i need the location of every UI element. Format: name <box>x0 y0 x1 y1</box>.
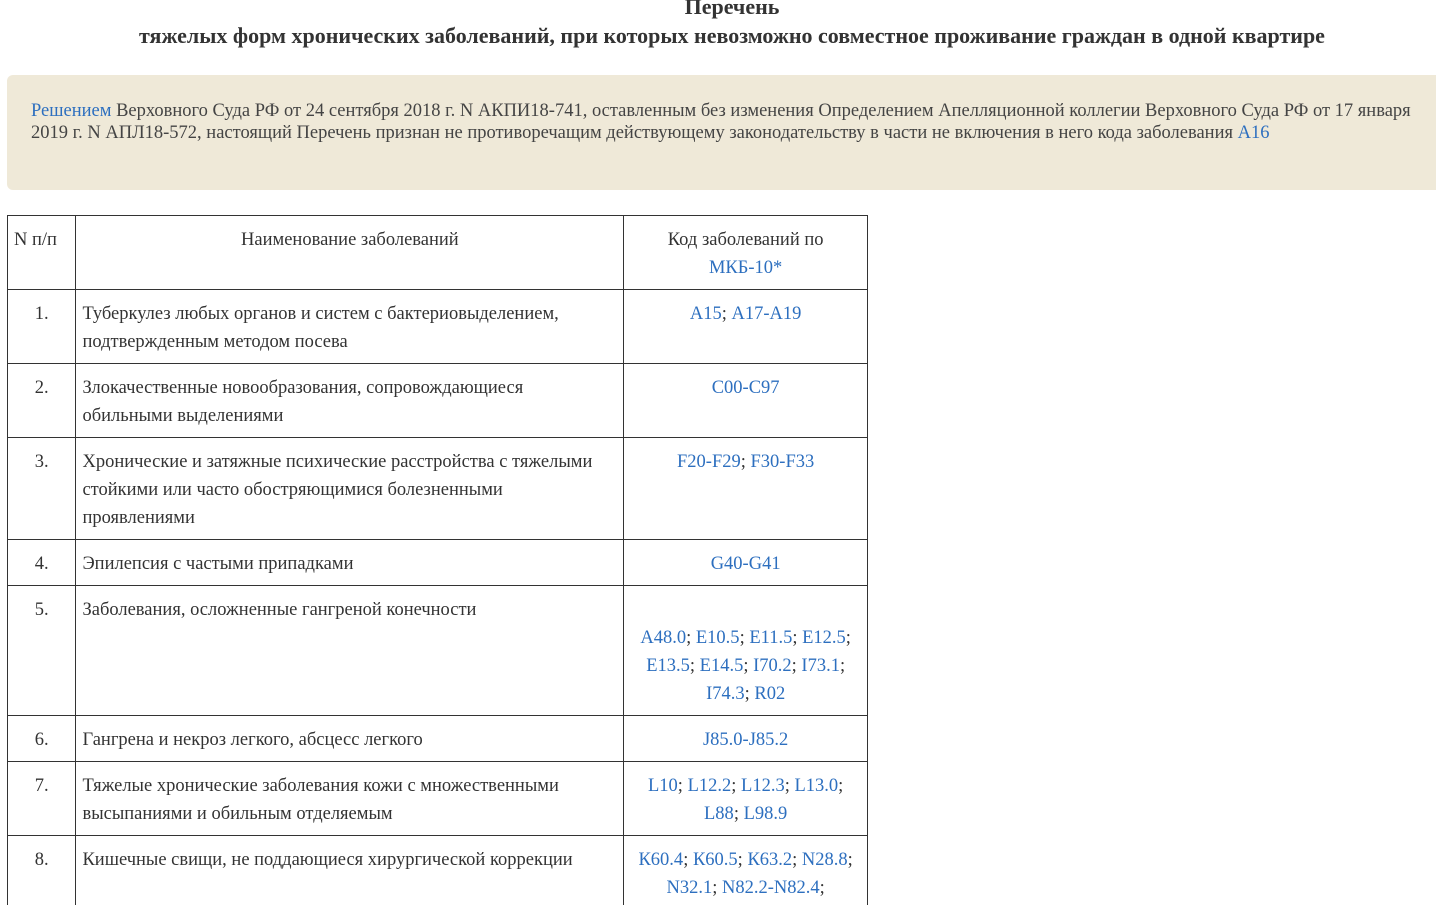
row-number: 4. <box>8 540 76 586</box>
row-number: 1. <box>8 290 76 364</box>
table-row <box>8 438 868 540</box>
icd-code-link[interactable]: L12.2 <box>687 776 732 796</box>
icd-code-link[interactable]: К60.5 <box>692 850 738 870</box>
table-row <box>8 364 868 438</box>
disease-name: Злокачественные новообразования, сопровождающиеся обильными выделениями <box>76 364 624 438</box>
page-title <box>0 0 1436 50</box>
disease-name: Хронические и затяжные психические расстройства с тяжелыми стойкими или часто обостряющимися болезненными проявлениями <box>76 438 624 540</box>
page-title-line1: Перечень <box>684 0 780 19</box>
table-header-row <box>8 216 868 290</box>
icd-code-link[interactable]: Е13.5 <box>646 656 690 676</box>
icd-code-link[interactable]: L98.9 <box>743 804 788 824</box>
header-code <box>624 216 868 290</box>
disease-name: Гангрена и некроз легкого, абсцесс легкого <box>76 716 624 762</box>
table-row <box>8 540 868 586</box>
code-separator: ; <box>737 850 748 870</box>
row-number: 5. <box>8 586 76 716</box>
code-separator: ; <box>792 628 803 648</box>
code-separator: ; <box>739 628 750 648</box>
table-row <box>8 762 868 836</box>
court-decision-notice <box>7 75 1436 190</box>
icd-code-link[interactable]: К63.2 <box>747 850 793 870</box>
icd-code-link[interactable]: L88 <box>704 804 734 824</box>
disease-codes <box>624 290 868 364</box>
disease-codes <box>624 716 868 762</box>
icd10-link[interactable]: МКБ-10* <box>708 258 783 278</box>
icd-code-link[interactable]: N32.1 <box>666 878 713 898</box>
icd-code-link[interactable]: А48.0 <box>640 628 687 648</box>
header-code-prefix: Код заболеваний по <box>667 230 824 250</box>
icd-code-link[interactable]: Е11.5 <box>749 628 793 648</box>
codes-list <box>648 776 843 824</box>
notice-text <box>31 100 1421 144</box>
code-a16-link[interactable]: А16 <box>1237 123 1270 143</box>
icd-code-link[interactable]: R02 <box>754 684 786 704</box>
disease-name: Туберкулез любых органов и систем с бактериовыделением, подтвержденным методом посева <box>76 290 624 364</box>
icd-code-link[interactable]: К60.4 <box>638 850 684 870</box>
code-separator: ; <box>845 628 851 648</box>
row-number: 3. <box>8 438 76 540</box>
disease-name: Тяжелые хронические заболевания кожи с множественными высыпаниями и обильным отделяемым <box>76 762 624 836</box>
codes-list <box>677 452 814 472</box>
codes-list <box>638 850 852 898</box>
code-separator: ; <box>744 684 755 704</box>
code-separator: ; <box>689 656 700 676</box>
code-separator: ; <box>784 776 795 796</box>
codes-list <box>711 554 781 574</box>
code-separator: ; <box>743 656 754 676</box>
disease-codes <box>624 364 868 438</box>
disease-codes <box>624 762 868 836</box>
code-separator: ; <box>740 452 751 472</box>
header-name: Наименование заболеваний <box>76 216 624 290</box>
icd-code-link[interactable]: N28.8 <box>801 850 848 870</box>
disease-name: Заболевания, осложненные гангреной конечности <box>76 586 624 716</box>
disease-codes <box>624 836 868 905</box>
diseases-table <box>7 215 868 905</box>
disease-name: Кишечные свищи, не поддающиеся хирургической коррекции <box>76 836 624 905</box>
code-separator: ; <box>839 656 846 676</box>
code-separator: ; <box>819 878 825 898</box>
page-title-line2: тяжелых форм хронических заболеваний, при которых невозможно совместное проживание граждан в одной квартире <box>139 23 1325 48</box>
code-separator: ; <box>677 776 688 796</box>
codes-list <box>630 596 861 708</box>
header-num: N п/п <box>8 216 76 290</box>
icd-code-link[interactable]: F30-F33 <box>750 452 815 472</box>
table-row <box>8 716 868 762</box>
disease-codes <box>624 540 868 586</box>
table-row <box>8 290 868 364</box>
icd-code-link[interactable]: J85.0-J85.2 <box>702 730 789 750</box>
icd-code-link[interactable]: L13.0 <box>794 776 839 796</box>
codes-list <box>690 304 802 324</box>
code-separator: ; <box>721 304 732 324</box>
icd-code-link[interactable]: Е10.5 <box>695 628 740 648</box>
code-separator: ; <box>712 878 722 898</box>
codes-list <box>712 378 780 398</box>
table-row <box>8 836 868 905</box>
icd-code-link[interactable]: G40-G41 <box>710 554 781 574</box>
code-separator: ; <box>683 850 693 870</box>
codes-list <box>703 730 788 750</box>
code-separator: ; <box>792 850 802 870</box>
disease-codes <box>624 586 868 716</box>
row-number: 6. <box>8 716 76 762</box>
code-separator: ; <box>791 656 802 676</box>
icd-code-link[interactable]: L10 <box>647 776 678 796</box>
icd-code-link[interactable]: N82.2-N82.4 <box>722 878 820 898</box>
icd-code-link[interactable]: F20-F29 <box>677 452 741 472</box>
disease-codes <box>624 438 868 540</box>
icd-code-link[interactable]: I70.2 <box>753 656 792 676</box>
code-separator: ; <box>731 776 742 796</box>
code-separator: ; <box>686 628 696 648</box>
icd-code-link[interactable]: I74.3 <box>706 684 745 704</box>
icd-code-link[interactable]: Е12.5 <box>802 628 846 648</box>
code-separator: ; <box>838 776 844 796</box>
code-separator: ; <box>733 804 744 824</box>
row-number: 2. <box>8 364 76 438</box>
row-number: 8. <box>8 836 76 905</box>
row-number: 7. <box>8 762 76 836</box>
icd-code-link[interactable]: А17-А19 <box>731 304 802 324</box>
diseases-table-body <box>8 216 868 905</box>
notice-body: Верховного Суда РФ от 24 сентября 2018 г. N АКПИ18-741, оставленным без изменения Определением Апелляционной коллегии Верховного Суда РФ от 17 января 2019 г. N АПЛ18-572, настоящий Перечень признан не противоречащим действующему законодательству в части не включения в него кода заболевания <box>31 101 1411 143</box>
icd-code-link[interactable]: А15 <box>689 304 722 324</box>
code-separator: ; <box>847 850 853 870</box>
disease-name: Эпилепсия с частыми припадками <box>76 540 624 586</box>
decision-link[interactable]: Решением <box>31 101 112 121</box>
icd-code-link[interactable]: I73.1 <box>801 656 840 676</box>
icd-code-link[interactable]: Е14.5 <box>699 656 744 676</box>
table-row <box>8 586 868 716</box>
icd-code-link[interactable]: L12.3 <box>741 776 785 796</box>
icd-code-link[interactable]: С00-С97 <box>711 378 780 398</box>
